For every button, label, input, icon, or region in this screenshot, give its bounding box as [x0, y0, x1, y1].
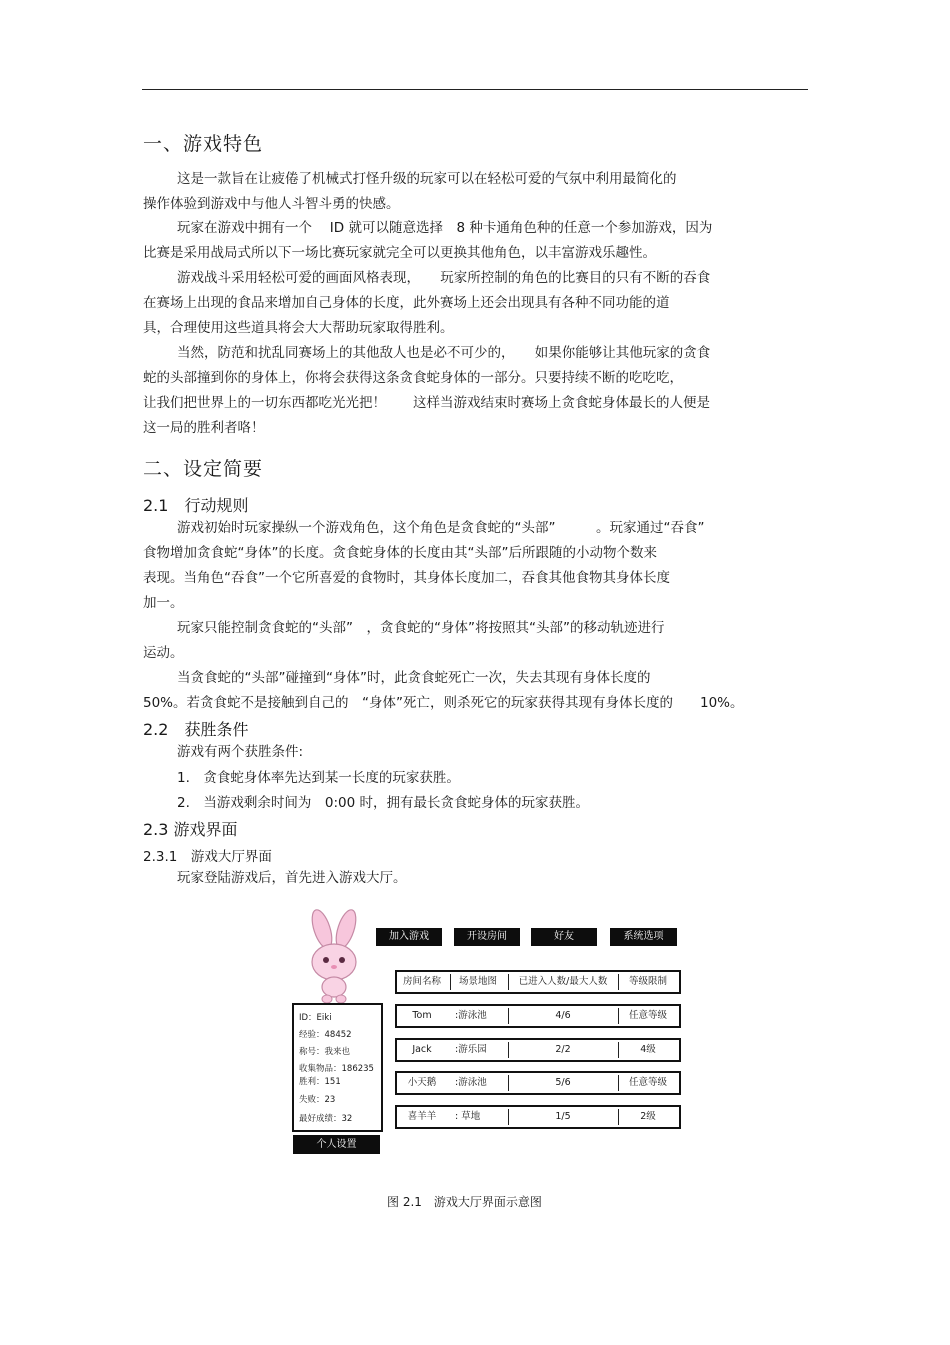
room-map: :游乐园 [455, 1044, 487, 1055]
room-players: 5/6 [555, 1077, 571, 1088]
profile-panel [292, 1003, 383, 1132]
paragraph-line: 让我们把世界上的一切东西都吃光光把！ 这样当游戏结束时赛场上贪食蛇身体最长的人便是 [143, 395, 710, 411]
room-players: 2/2 [555, 1044, 571, 1055]
paragraph-line: 这是一款旨在让疲倦了机械式打怪升级的玩家可以在轻松可爱的气氛中利用最简化的 [177, 171, 677, 187]
room-level: 任意等级 [628, 1010, 667, 1021]
table-row[interactable] [395, 1004, 681, 1028]
room-name: 喜羊羊 [407, 1111, 437, 1122]
profile-wins: 胜利：151 [299, 1077, 341, 1087]
table-row[interactable] [395, 1105, 681, 1129]
paragraph-line: 玩家在游戏中拥有一个 ID 就可以随意选择 8 种卡通角色种的任意一个参加游戏，因为 [177, 220, 713, 236]
column-header: 房间名称 [402, 976, 441, 987]
room-level: 任意等级 [628, 1077, 667, 1088]
profile-title: 称号：我来也 [299, 1047, 351, 1057]
column-header: 场景地图 [458, 976, 497, 987]
profile-id: ID：Eiki [299, 1013, 332, 1023]
table-row[interactable] [395, 1071, 681, 1095]
header-rule [142, 89, 808, 90]
friends-button[interactable]: 好友 [531, 928, 597, 946]
paragraph-line: 当贪食蛇的“头部”碰撞到“身体”时，此贪食蛇死亡一次，失去其现有身体长度的 [177, 670, 651, 686]
subsection-title-rules: 2.1 行动规则 [143, 496, 249, 515]
room-map: : 草地 [455, 1111, 481, 1122]
paragraph-line: 食物增加贪食蛇“身体”的长度。贪食蛇身体的长度由其“头部”后所跟随的小动物个数来 [143, 545, 657, 561]
paragraph-line: 操作体验到游戏中与他人斗智斗勇的快感。 [143, 196, 400, 212]
room-level: 2级 [640, 1111, 656, 1122]
figure-caption: 图 2.1 游戏大厅界面示意图 [387, 1195, 542, 1209]
paragraph-line: 50%。若贪食蛇不是接触到自己的 “身体”死亡，则杀死它的玩家获得其现有身体长度的 10%。 [143, 695, 744, 711]
paragraph-line: 加一。 [143, 595, 184, 611]
section-title-settings: 二、设定简要 [143, 458, 264, 480]
paragraph-line: 运动。 [143, 645, 184, 661]
column-header: 等级限制 [628, 976, 667, 987]
table-row[interactable] [395, 1038, 681, 1062]
profile-items: 收集物品：186235 [299, 1064, 374, 1074]
section-title-features: 一、游戏特色 [143, 133, 264, 155]
room-map: :游泳池 [455, 1010, 487, 1021]
subsection-title-ui: 2.3 游戏界面 [143, 820, 238, 839]
room-level: 4级 [640, 1044, 656, 1055]
paragraph-line: 这一局的胜利者咯！ [143, 420, 265, 436]
lobby-figure [290, 895, 685, 1160]
room-name: Tom [412, 1010, 432, 1021]
paragraph-line: 比赛是采用战局式所以下一场比赛玩家就完全可以更换其他角色，以丰富游戏乐趣性。 [143, 245, 656, 261]
paragraph-line: 当然，防范和扰乱同赛场上的其他敌人也是必不可少的， 如果你能够让其他玩家的贪食 [177, 345, 711, 361]
paragraph-line: 玩家只能控制贪食蛇的“头部” ，贪食蛇的“身体”将按照其“头部”的移动轨迹进行 [177, 620, 665, 636]
join-game-button[interactable]: 加入游戏 [376, 928, 442, 946]
profile-exp: 经验：48452 [299, 1030, 352, 1040]
paragraph-line: 游戏初始时玩家操纵一个游戏角色，这个角色是贪食蛇的“头部” 。玩家通过“吞食” [177, 520, 705, 536]
room-players: 1/5 [555, 1111, 571, 1122]
room-players: 4/6 [555, 1010, 571, 1021]
list-item: 2. 当游戏剩余时间为 0:00 时，拥有最长贪食蛇身体的玩家获胜。 [177, 795, 589, 811]
paragraph-line: 具，合理使用这些道具将会大大帮助玩家取得胜利。 [143, 320, 454, 336]
personal-settings-button[interactable]: 个人设置 [293, 1135, 380, 1154]
profile-best: 最好成绩：32 [299, 1114, 353, 1124]
paragraph-line: 在赛场上出现的食品来增加自己身体的长度，此外赛场上还会出现具有各种不同功能的道 [143, 295, 670, 311]
paragraph-line: 蛇的头部撞到你的身体上，你将会获得这条贪食蛇身体的一部分。只要持续不断的吃吃吃， [143, 370, 683, 386]
list-item: 1. 贪食蛇身体率先达到某一长度的玩家获胜。 [177, 770, 460, 786]
room-name: Jack [412, 1044, 432, 1055]
room-name: 小天鹅 [407, 1077, 437, 1088]
system-options-button[interactable]: 系统选项 [610, 928, 677, 946]
column-header: 已进入人数/最大人数 [518, 976, 608, 987]
room-map: :游泳池 [455, 1077, 487, 1088]
subsubsection-title-lobby: 2.3.1 游戏大厅界面 [143, 849, 272, 865]
room-table-header [395, 970, 681, 994]
subsection-title-win: 2.2 获胜条件 [143, 720, 249, 739]
paragraph-line: 游戏有两个获胜条件: [177, 744, 304, 760]
paragraph-line: 玩家登陆游戏后，首先进入游戏大厅。 [177, 870, 407, 886]
create-room-button[interactable]: 开设房间 [454, 928, 520, 946]
paragraph-line: 游戏战斗采用轻松可爱的画面风格表现， 玩家所控制的角色的比赛目的只有不断的吞食 [177, 270, 711, 286]
rabbit-character-icon [298, 907, 370, 1005]
profile-losses: 失败：23 [299, 1095, 336, 1105]
paragraph-line: 表现。当角色“吞食”一个它所喜爱的食物时，其身体长度加二，吞食其他食物其身体长度 [143, 570, 670, 586]
